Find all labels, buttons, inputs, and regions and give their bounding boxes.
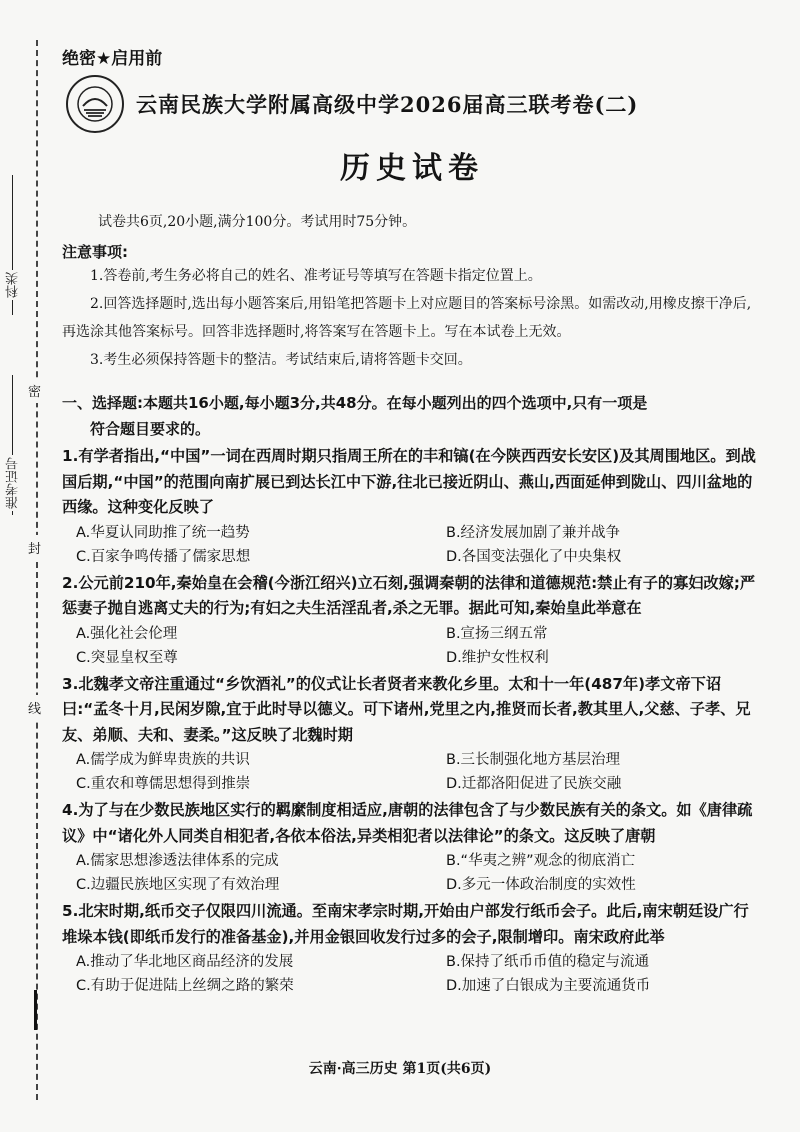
- question-options: [62, 622, 762, 670]
- option-a: A.华夏认同助推了统一趋势: [76, 524, 250, 541]
- option-b: B.经济发展加剧了兼并战争: [446, 524, 621, 541]
- notice-item: 3.考生必须保持答题卡的整洁。考试结束后,请将答题卡交回。: [90, 352, 472, 368]
- option-a: A.强化社会伦理: [76, 625, 178, 642]
- exam-title: 云南民族大学附属高级中学2026届高三联考卷(二): [136, 92, 639, 117]
- subject-field-label: 科类: [6, 272, 21, 298]
- confidential-label: 绝密★启用前: [62, 49, 163, 69]
- option-a: A.儒家思想渗透法律体系的完成: [76, 853, 279, 869]
- question-stem: 5.北宋时期,纸币交子仅限四川流通。至南宋孝宗时期,开始由户部发行纸币会子。此后,南宋朝廷设广行堆垛本钱(即纸币发行的准备基金),并用金银回收发行过多的会子,限制增印。南宋政府此举: [62, 902, 749, 946]
- option-b: B.宣扬三纲五常: [446, 625, 548, 642]
- option-c: C.重农和尊儒思想得到推崇: [76, 776, 251, 792]
- question-options: [62, 950, 762, 998]
- option-a: A.推动了华北地区商品经济的发展: [76, 954, 294, 970]
- question-options: [62, 748, 762, 796]
- exam-info: 试卷共6页,20小题,满分100分。考试用时75分钟。: [98, 214, 417, 230]
- option-c: C.边疆民族地区实现了有效治理: [76, 877, 280, 893]
- question-5: [62, 899, 762, 998]
- section-heading: [62, 390, 762, 442]
- option-b: B.保持了纸币币值的稳定与流通: [446, 954, 650, 970]
- option-b: B.三长制强化地方基层治理: [446, 752, 621, 768]
- option-d: D.各国变法强化了中央集权: [446, 548, 622, 565]
- question-options: [62, 521, 762, 569]
- option-d: D.迁都洛阳促进了民族交融: [446, 776, 622, 792]
- question-4: [62, 798, 762, 897]
- binding-edge-mark: [34, 990, 37, 1030]
- question-2: [62, 571, 762, 670]
- exam-page: [62, 44, 762, 998]
- binding-margin: [0, 0, 60, 1132]
- question-stem: 4.为了与在少数民族地区实行的羁縻制度相适应,唐朝的法律包含了与少数民族有关的条文。如《唐律疏议》中“诸化外人同类自相犯者,各依本俗法,异类相犯者以法律论”的条文。这反映了唐朝: [62, 801, 753, 845]
- option-c: C.有助于促进陆上丝绸之路的繁荣: [76, 978, 294, 994]
- option-b: B.“华夷之辨”观念的彻底消亡: [446, 853, 636, 869]
- option-c: C.百家争鸣传播了儒家思想: [76, 548, 251, 565]
- subject-title: 历史试卷: [340, 151, 484, 186]
- notice-title: 注意事项:: [62, 243, 128, 261]
- option-d: D.多元一体政治制度的实效性: [446, 877, 636, 893]
- question-stem: 1.有学者指出,“中国”一词在西周时期只指周王所在的丰和镐(在今陕西西安长安区)及其周围地区。到战国后期,“中国”的范围向南扩展已到达长江中下游,往北已接近阴山、燕山,西面延伸到陇山、四川盆地的西缘。这种变化反映了: [62, 447, 756, 516]
- seal-mark-mi: 密: [28, 378, 41, 403]
- option-d: D.维护女性权利: [446, 649, 549, 666]
- section-heading-line1: 一、选择题:本题共16小题,每小题3分,共48分。在每小题列出的四个选项中,只有一项是: [62, 394, 648, 412]
- question-3: [62, 672, 762, 797]
- question-stem: 2.公元前210年,秦始皇在会稽(今浙江绍兴)立石刻,强调秦朝的法律和道德规范:禁止有子的寡妇改嫁;严惩妻子抛自逃离丈夫的行为;有妇之夫生活淫乱者,杀之无罪。据此可知,秦始皇此举意在: [62, 573, 756, 617]
- page-footer: 云南·高三历史 第1页(共6页): [308, 1061, 492, 1077]
- section-heading-line2: 符合题目要求的。: [90, 420, 211, 438]
- exam-id-field-label: 准考证号: [6, 457, 21, 509]
- notice-item: 2.回答选择题时,选出每小题答案后,用铅笔把答题卡上对应题目的答案标号涂黑。如需改动,用橡皮擦干净后,再选涂其他答案标号。回答非选择题时,将答案写在答题卡上。写在本试卷上无效。: [62, 296, 752, 340]
- option-d: D.加速了白银成为主要流通货币: [446, 978, 651, 994]
- school-header: [62, 75, 762, 133]
- question-stem: 3.北魏孝文帝注重通过“乡饮酒礼”的仪式让长者贤者来教化乡里。太和十一年(487年)孝文帝下诏曰:“孟冬十月,民闲岁隙,宜于此时导以德义。可下诸州,党里之内,推贤而长者,教其里人,父慈、子孝、兄友、弟顺、夫和、妻柔。”这反映了北魏时期: [62, 674, 751, 744]
- seal-mark-feng: 封: [28, 535, 41, 560]
- seal-mark-xian: 线: [28, 695, 41, 720]
- option-a: A.儒学成为鲜卑贵族的共识: [76, 752, 250, 768]
- question-1: [62, 444, 762, 569]
- notice-item: 1.答卷前,考生务必将自己的姓名、准考证号等填写在答题卡指定位置上。: [90, 268, 542, 284]
- school-logo-icon: [66, 75, 124, 133]
- option-c: C.突显皇权至尊: [76, 649, 178, 666]
- seal-dash-line: [36, 40, 38, 1100]
- question-options: [62, 849, 762, 897]
